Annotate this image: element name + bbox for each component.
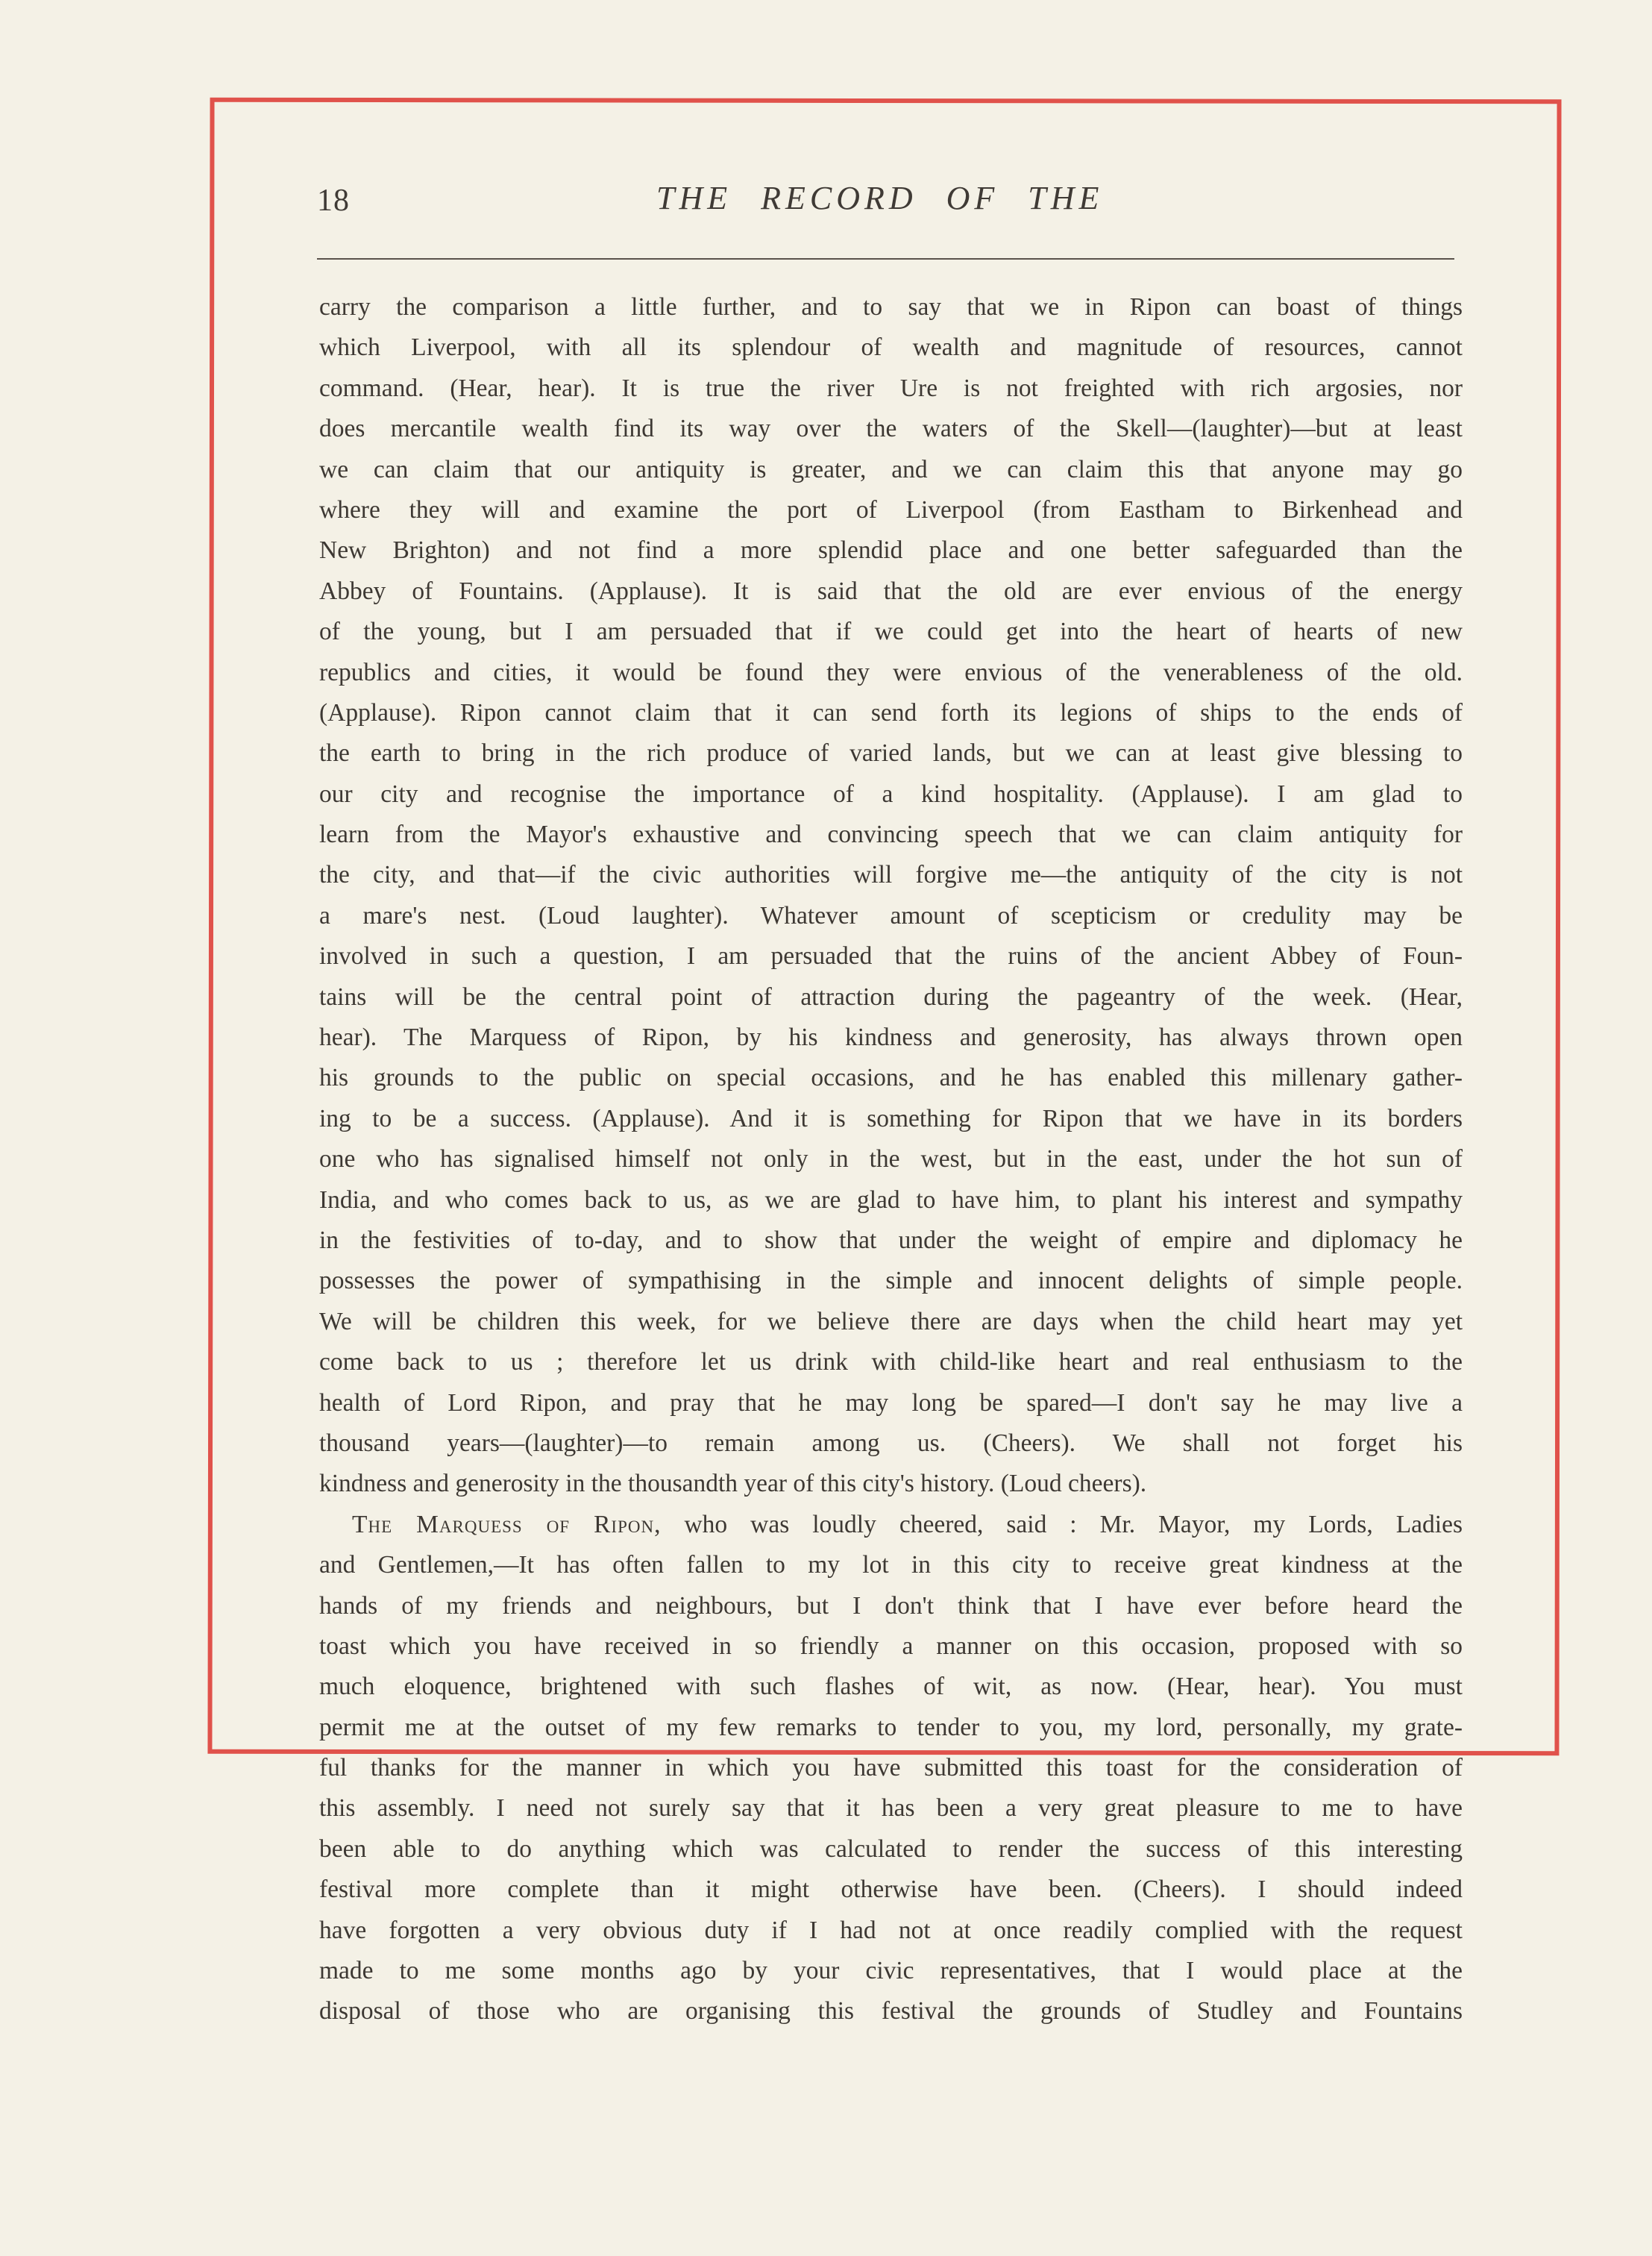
text-line: carry the comparison a little further, and to say that we in Ripon can boast of things: [319, 293, 1463, 321]
text-line: a mare's nest. (Loud laughter). Whatever amount of scepticism or credulity may be: [319, 901, 1463, 930]
text-line: disposal of those who are organising this festival the grounds of Studley and Fountains: [319, 1997, 1463, 2025]
text-line: health of Lord Ripon, and pray that he may long be spared—I don't say he may live a: [319, 1388, 1463, 1417]
text-line: this assembly. I need not surely say that it has been a very great pleasure to me to have: [319, 1794, 1463, 1823]
text-line: India, and who comes back to us, as we are glad to have him, to plant his interest and sympathy: [319, 1185, 1463, 1214]
text-line: possesses the power of sympathising in the simple and innocent delights of simple people.: [319, 1267, 1463, 1295]
text-line: our city and recognise the importance of a kind hospitality. (Applause). I am glad to: [319, 780, 1463, 808]
page-number: 18: [317, 184, 350, 218]
text-line: and Gentlemen,—It has often fallen to my lot in this city to receive great kindness at the: [319, 1551, 1463, 1579]
text-line: in the festivities of to-day, and to show that under the weight of empire and diplomacy he: [319, 1226, 1463, 1254]
text-line: his grounds to the public on special occasions, and he has enabled this millenary gather-: [319, 1064, 1463, 1092]
text-line: come back to us ; therefore let us drink with child-like heart and real enthusiasm to the: [319, 1348, 1463, 1376]
text-line: republics and cities, it would be found they were envious of the venerableness of the old.: [319, 658, 1463, 686]
text-line: toast which you have received in so friendly a manner on this occasion, proposed with so: [319, 1632, 1463, 1660]
text-line: have forgotten a very obvious duty if I had not at once readily complied with the request: [319, 1916, 1463, 1944]
text-line: ing to be a success. (Applause). And it is something for Ripon that we have in its borders: [319, 1104, 1463, 1132]
text-line: Abbey of Fountains. (Applause). It is said that the old are ever envious of the energy: [319, 577, 1463, 605]
text-line: hear). The Marquess of Ripon, by his kindness and generosity, has always thrown open: [319, 1024, 1463, 1052]
header-rule: [317, 258, 1454, 260]
text-line: one who has signalised himself not only in the west, but in the east, under the hot sun of: [319, 1145, 1463, 1174]
text-line: where they will and examine the port of Liverpool (from Eastham to Birkenhead and: [319, 495, 1463, 524]
text-line: which Liverpool, with all its splendour of wealth and magnitude of resources, cannot: [319, 333, 1463, 362]
text-line: hands of my friends and neighbours, but I don't think that I have ever before heard the: [319, 1591, 1463, 1620]
text-line: New Brighton) and not find a more splendid place and one better safeguarded than the: [319, 536, 1463, 565]
paragraph-2-first-line-text: who was loudly cheered, said : Mr. Mayor, my Lords, Ladies: [684, 1510, 1463, 1538]
text-line: of the young, but I am persuaded that if we could get into the heart of hearts of new: [319, 618, 1463, 646]
text-line: been able to do anything which was calculated to render the success of this interesting: [319, 1834, 1463, 1863]
text-line: tains will be the central point of attraction during the pageantry of the week. (Hear,: [319, 983, 1463, 1011]
text-line: kindness and generosity in the thousandth year of this city's history. (Loud cheers).: [319, 1470, 1147, 1498]
text-line: thousand years—(laughter)—to remain among us. (Cheers). We shall not forget his: [319, 1429, 1463, 1457]
text-line: the city, and that—if the civic authorities will forgive me—the antiquity of the city is not: [319, 861, 1463, 889]
text-line: festival more complete than it might otherwise have been. (Cheers). I should indeed: [319, 1876, 1463, 1904]
text-line: We will be children this week, for we believe there are days when the child heart may yet: [319, 1307, 1463, 1335]
running-title: THE RECORD OF THE: [656, 180, 1104, 216]
text-line: does mercantile wealth find its way over the waters of the Skell—(laughter)—but at least: [319, 415, 1463, 443]
text-line: learn from the Mayor's exhaustive and convincing speech that we can claim antiquity for: [319, 821, 1463, 849]
text-line: the earth to bring in the rich produce of varied lands, but we can at least give blessing to: [319, 739, 1463, 768]
speaker-name: The Marquess of Ripon,: [352, 1510, 662, 1538]
text-line: made to me some months ago by your civic representatives, that I would place at the: [319, 1957, 1463, 1985]
paragraph-1: [319, 287, 1463, 1505]
text-line: involved in such a question, I am persuaded that the ruins of the ancient Abbey of Foun-: [319, 942, 1463, 971]
text-line: ful thanks for the manner in which you have submitted this toast for the consideration of: [319, 1754, 1463, 1782]
paragraph-2: [319, 1505, 1463, 2032]
text-line: permit me at the outset of my few remarks to tender to you, my lord, personally, my grate-: [319, 1713, 1463, 1741]
body-text: [319, 287, 1463, 2032]
text-line: we can claim that our antiquity is greater, and we can claim this that anyone may go: [319, 455, 1463, 483]
text-line: (Applause). Ripon cannot claim that it can send forth its legions of ships to the ends of: [319, 698, 1463, 727]
text-line: command. (Hear, hear). It is true the river Ure is not freighted with rich argosies, nor: [319, 374, 1463, 402]
text-line: much eloquence, brightened with such flashes of wit, as now. (Hear, hear). You must: [319, 1673, 1463, 1701]
paragraph-2-first-line: [319, 1505, 1463, 1545]
